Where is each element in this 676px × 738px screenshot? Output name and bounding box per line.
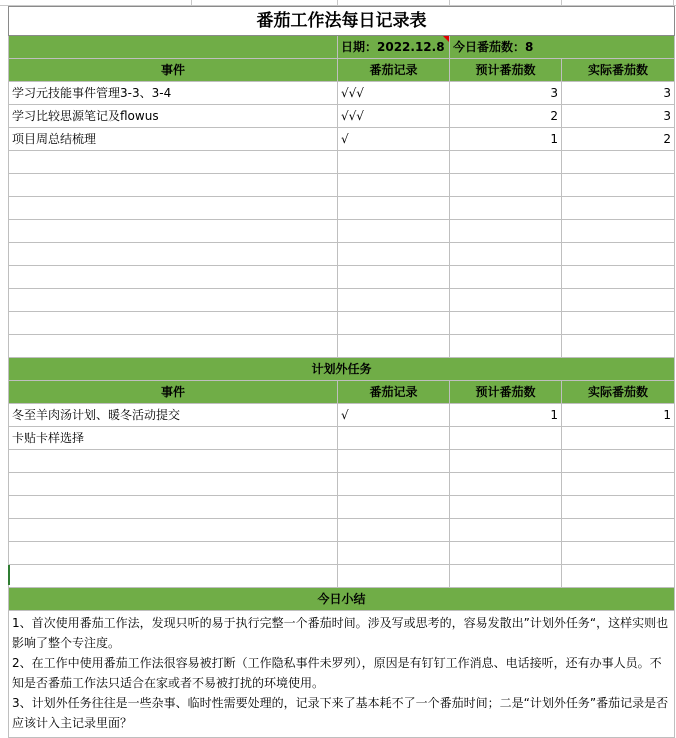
table-row	[9, 404, 675, 427]
empty-row	[9, 496, 675, 519]
actual-cell[interactable]	[562, 427, 675, 450]
table-row	[9, 105, 675, 128]
empty-row	[9, 565, 675, 588]
empty-cell[interactable]	[562, 565, 675, 588]
empty-cell[interactable]	[562, 496, 675, 519]
actual-cell[interactable]: 1	[562, 404, 675, 427]
empty-cell[interactable]	[450, 174, 562, 197]
empty-cell[interactable]	[9, 542, 338, 565]
empty-row	[9, 243, 675, 266]
estimated-cell[interactable]: 2	[450, 105, 562, 128]
empty-cell[interactable]	[338, 243, 450, 266]
summary-notes-cell[interactable]	[9, 611, 675, 738]
table-row	[9, 128, 675, 151]
empty-cell[interactable]	[338, 289, 450, 312]
empty-cell[interactable]	[450, 496, 562, 519]
empty-row	[9, 519, 675, 542]
empty-cell[interactable]	[562, 243, 675, 266]
col-header-event[interactable]: 事件	[9, 59, 338, 82]
empty-cell[interactable]	[9, 473, 338, 496]
event-cell[interactable]: 项目周总结梳理	[9, 128, 338, 151]
empty-row	[9, 289, 675, 312]
table-row	[9, 82, 675, 105]
sheet-title[interactable]: 番茄工作法每日记录表	[9, 7, 675, 36]
col-header-record[interactable]: 番茄记录	[338, 59, 450, 82]
actual-cell[interactable]: 3	[562, 105, 675, 128]
event-cell[interactable]: 学习比较思源笔记及flowus	[9, 105, 338, 128]
empty-cell[interactable]	[9, 450, 338, 473]
empty-row	[9, 312, 675, 335]
actual-cell[interactable]: 3	[562, 82, 675, 105]
empty-cell[interactable]	[562, 450, 675, 473]
empty-cell[interactable]	[450, 312, 562, 335]
empty-cell[interactable]	[9, 496, 338, 519]
empty-cell[interactable]	[562, 174, 675, 197]
empty-cell[interactable]	[450, 450, 562, 473]
empty-cell[interactable]	[9, 312, 338, 335]
empty-cell[interactable]	[450, 473, 562, 496]
empty-cell[interactable]	[338, 197, 450, 220]
empty-cell[interactable]	[338, 565, 450, 588]
col-header-estimated[interactable]: 预计番茄数	[450, 59, 562, 82]
empty-cell[interactable]	[338, 519, 450, 542]
empty-cell[interactable]	[338, 266, 450, 289]
empty-row	[9, 542, 675, 565]
record-cell[interactable]: √	[338, 128, 450, 151]
empty-cell[interactable]	[562, 473, 675, 496]
estimated-cell[interactable]: 1	[450, 404, 562, 427]
empty-cell[interactable]	[338, 496, 450, 519]
empty-cell[interactable]	[562, 197, 675, 220]
empty-cell[interactable]	[562, 312, 675, 335]
empty-cell[interactable]	[9, 151, 338, 174]
empty-cell[interactable]	[338, 174, 450, 197]
empty-cell[interactable]	[9, 565, 338, 588]
summary-title[interactable]: 今日小结	[9, 588, 675, 611]
empty-cell[interactable]	[338, 473, 450, 496]
empty-cell[interactable]	[9, 335, 338, 358]
tomato-record-sheet	[8, 6, 675, 738]
col-header-record[interactable]: 番茄记录	[338, 381, 450, 404]
col-header-actual[interactable]: 实际番茄数	[562, 381, 675, 404]
summary-point: 1、首次使用番茄工作法，发现只听的易于执行完整一个番茄时间。涉及写或思考的，容易发散出”计划外任务“，这样实则也影响了整个专注度。	[12, 616, 669, 650]
event-cell[interactable]: 卡贴卡样选择	[9, 427, 338, 450]
record-cell[interactable]: √	[338, 404, 450, 427]
empty-cell[interactable]	[9, 519, 338, 542]
empty-cell[interactable]	[338, 450, 450, 473]
event-cell[interactable]: 学习元技能事件管理3-3、3-4	[9, 82, 338, 105]
empty-cell[interactable]	[9, 289, 338, 312]
empty-cell[interactable]	[562, 289, 675, 312]
event-cell[interactable]: 冬至羊肉汤计划、暖冬活动提交	[9, 404, 338, 427]
empty-cell[interactable]	[338, 335, 450, 358]
empty-cell[interactable]	[562, 335, 675, 358]
estimated-cell[interactable]: 3	[450, 82, 562, 105]
empty-cell[interactable]	[562, 542, 675, 565]
empty-cell[interactable]	[562, 519, 675, 542]
empty-cell[interactable]	[562, 266, 675, 289]
empty-cell[interactable]	[9, 266, 338, 289]
empty-cell[interactable]	[9, 243, 338, 266]
empty-row	[9, 151, 675, 174]
empty-row	[9, 266, 675, 289]
empty-cell[interactable]	[450, 335, 562, 358]
header-spacer-cell[interactable]	[9, 36, 338, 59]
empty-cell[interactable]	[450, 289, 562, 312]
empty-cell[interactable]	[450, 565, 562, 588]
empty-row	[9, 220, 675, 243]
col-header-actual[interactable]: 实际番茄数	[562, 59, 675, 82]
col-header-event[interactable]: 事件	[9, 381, 338, 404]
empty-row	[9, 197, 675, 220]
empty-cell[interactable]	[562, 151, 675, 174]
empty-cell[interactable]	[450, 151, 562, 174]
col-header-estimated[interactable]: 预计番茄数	[450, 381, 562, 404]
empty-row	[9, 335, 675, 358]
summary-point: 2、在工作中使用番茄工作法很容易被打断（工作隐私事件未罗列），原因是有钉钉工作消息、电话接听，还有办事人员。不知是否番茄工作法只适合在家或者不易被打扰的环境使用。	[12, 656, 662, 690]
empty-cell[interactable]	[450, 197, 562, 220]
empty-cell[interactable]	[9, 174, 338, 197]
actual-cell[interactable]: 2	[562, 128, 675, 151]
empty-cell[interactable]	[450, 243, 562, 266]
empty-cell[interactable]	[450, 266, 562, 289]
empty-row	[9, 473, 675, 496]
empty-cell[interactable]	[338, 542, 450, 565]
record-cell[interactable]	[338, 427, 450, 450]
today-count-cell[interactable]: 今日番茄数：8	[450, 36, 675, 59]
empty-cell[interactable]	[338, 151, 450, 174]
date-text: 日期：2022.12.8	[341, 40, 445, 54]
date-cell[interactable]	[338, 36, 450, 59]
summary-point: 3、计划外任务往往是一些杂事、临时性需要处理的，记录下来了基本耗不了一个番茄时间；二是“计划外任务”番茄记录是否应该计入主记录里面？	[12, 696, 669, 730]
empty-cell[interactable]	[450, 220, 562, 243]
empty-cell[interactable]	[9, 197, 338, 220]
empty-cell[interactable]	[338, 312, 450, 335]
cell-selection-marker	[8, 565, 10, 585]
empty-row	[9, 174, 675, 197]
estimated-cell[interactable]	[450, 427, 562, 450]
empty-cell[interactable]	[562, 220, 675, 243]
empty-cell[interactable]	[450, 519, 562, 542]
unplanned-section-title[interactable]: 计划外任务	[9, 358, 675, 381]
table-row	[9, 427, 675, 450]
empty-cell[interactable]	[338, 220, 450, 243]
comment-indicator-icon[interactable]	[443, 36, 449, 42]
record-cell[interactable]: √√√	[338, 82, 450, 105]
empty-row	[9, 450, 675, 473]
record-cell[interactable]: √√√	[338, 105, 450, 128]
estimated-cell[interactable]: 1	[450, 128, 562, 151]
empty-cell[interactable]	[9, 220, 338, 243]
empty-cell[interactable]	[450, 542, 562, 565]
